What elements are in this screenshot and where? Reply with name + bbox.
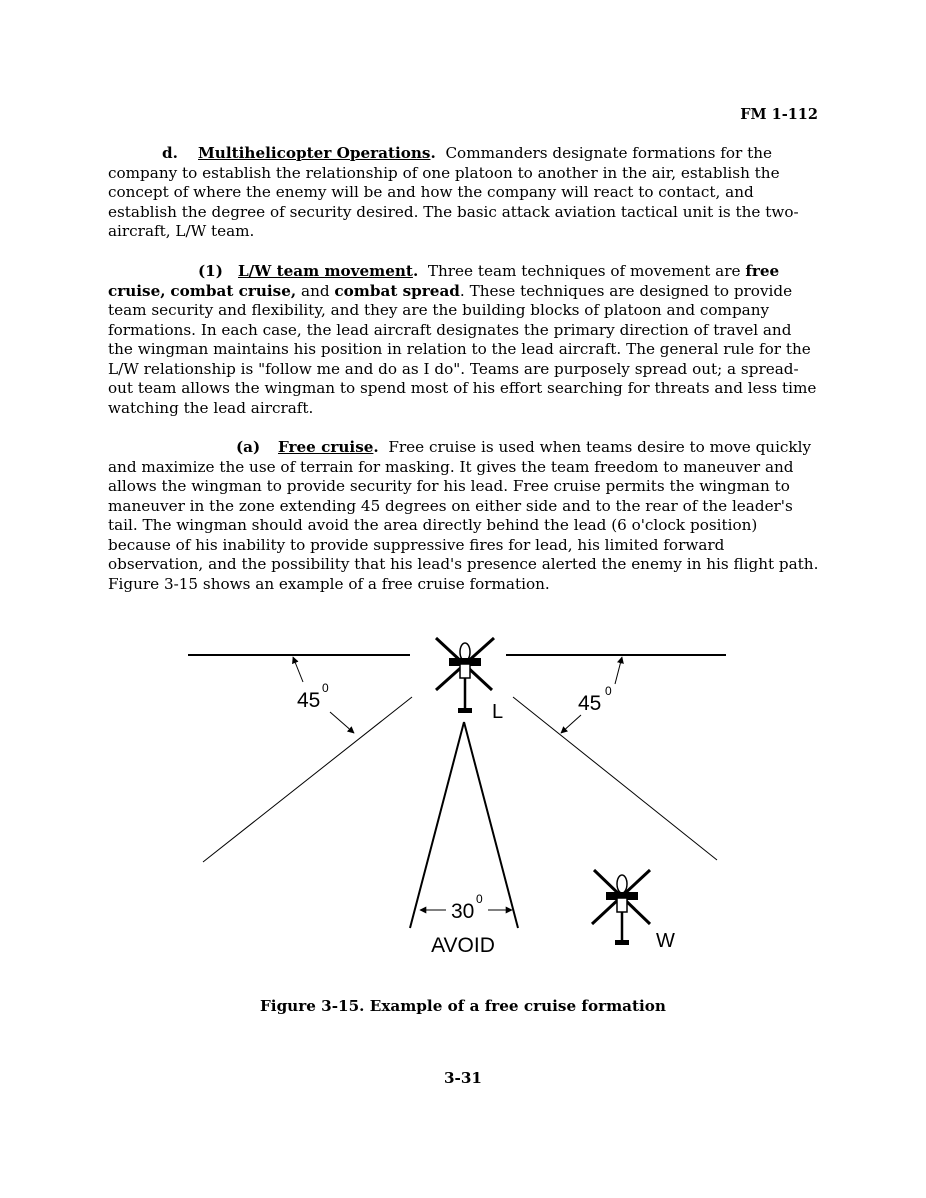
paragraph-multihelicopter-operations [108,144,820,242]
text-segment: and [301,281,330,300]
right-angle-arrow-up [615,657,622,684]
document-id: FM 1-112 [740,106,818,123]
wingman-label: W [656,930,675,952]
paragraph-lw-team-movement [108,262,820,418]
right-degree-mark: 0 [605,684,612,698]
avoid-wedge-right [464,722,518,928]
paragraph-label: (1) [198,262,223,280]
left-angle-arrow-down [330,712,354,733]
figure-caption: Figure 3-15. Example of a free cruise formation [260,997,666,1015]
paragraph-text: Commanders designate formations for the company to establish the relationship of one platoon to another in the air, establish the concept of where the enemy will be and how the company will react to contact, and establish the degree of security desired. The basic attack aviation tactical unit is the two-aircraft, L/W team. [108,144,799,240]
text-segment: . These techniques are designed to provide team security and flexibility, and they are the building blocks of platoon and company formations. In each case, the lead aircraft designates the primary direction of travel and the wingman maintains his position in relation to the lead aircraft. The general rule for the L/W relationship is "follow me and do as I do". Teams are purposely spread out; a spread-out team allows the wingman to spend most of his effort searching for threats and less time watching the lead aircraft. [108,281,817,417]
avoid-angle-label: 30 [451,900,475,923]
term-combat-spread: combat spread [334,281,460,300]
wingman-helicopter-icon [592,870,650,945]
paragraph-text: Free cruise is used when teams desire to move quickly and maximize the use of terrain for masking. It gives the team freedom to maneuver and allows the wingman to provide security for his lead. Free cruise permits the wingman to maneuver in the zone extending 45 degrees on either side and to the rear of the leader's tail. The wingman should avoid the area directly behind the lead (6 o'clock position) because of his inability to provide suppressive fires for lead, his limited forward observation, and the possibility that his lead's presence alerted the enemy in his flight path. Figure 3-15 shows an example of a free cruise formation. [108,438,819,593]
paragraph-label: d. [162,144,178,162]
paragraph-free-cruise [108,438,820,594]
term-free-cruise: free cruise [108,262,780,300]
left-45-boundary [203,697,412,862]
avoid-label: AVOID [431,934,495,957]
paragraph-title: L/W team movement [238,262,413,280]
lead-helicopter-icon [436,638,494,713]
text-segment: Three team techniques of movement are [427,262,741,280]
title-period: . [412,262,419,280]
paragraph-label: (a) [236,438,261,456]
term-separator: , [160,281,166,300]
right-angle-arrow-down [561,715,581,733]
avoid-wedge-left [410,722,464,928]
title-period: . [430,144,436,162]
left-degree-mark: 0 [322,681,329,695]
right-45-boundary [513,697,717,860]
avoid-degree-mark: 0 [476,892,483,906]
page-number: 3-31 [443,1069,482,1087]
paragraph-title: Multihelicopter Operations [198,144,431,162]
right-angle-label: 45 [578,692,602,715]
left-angle-label: 45 [297,689,321,712]
term-combat-cruise: combat cruise, [170,281,297,300]
free-cruise-formation-diagram [150,620,750,980]
paragraph-title: Free cruise [278,438,374,456]
left-angle-arrow-up [293,657,303,682]
lead-label: L [492,701,504,723]
title-period: . [373,438,379,456]
